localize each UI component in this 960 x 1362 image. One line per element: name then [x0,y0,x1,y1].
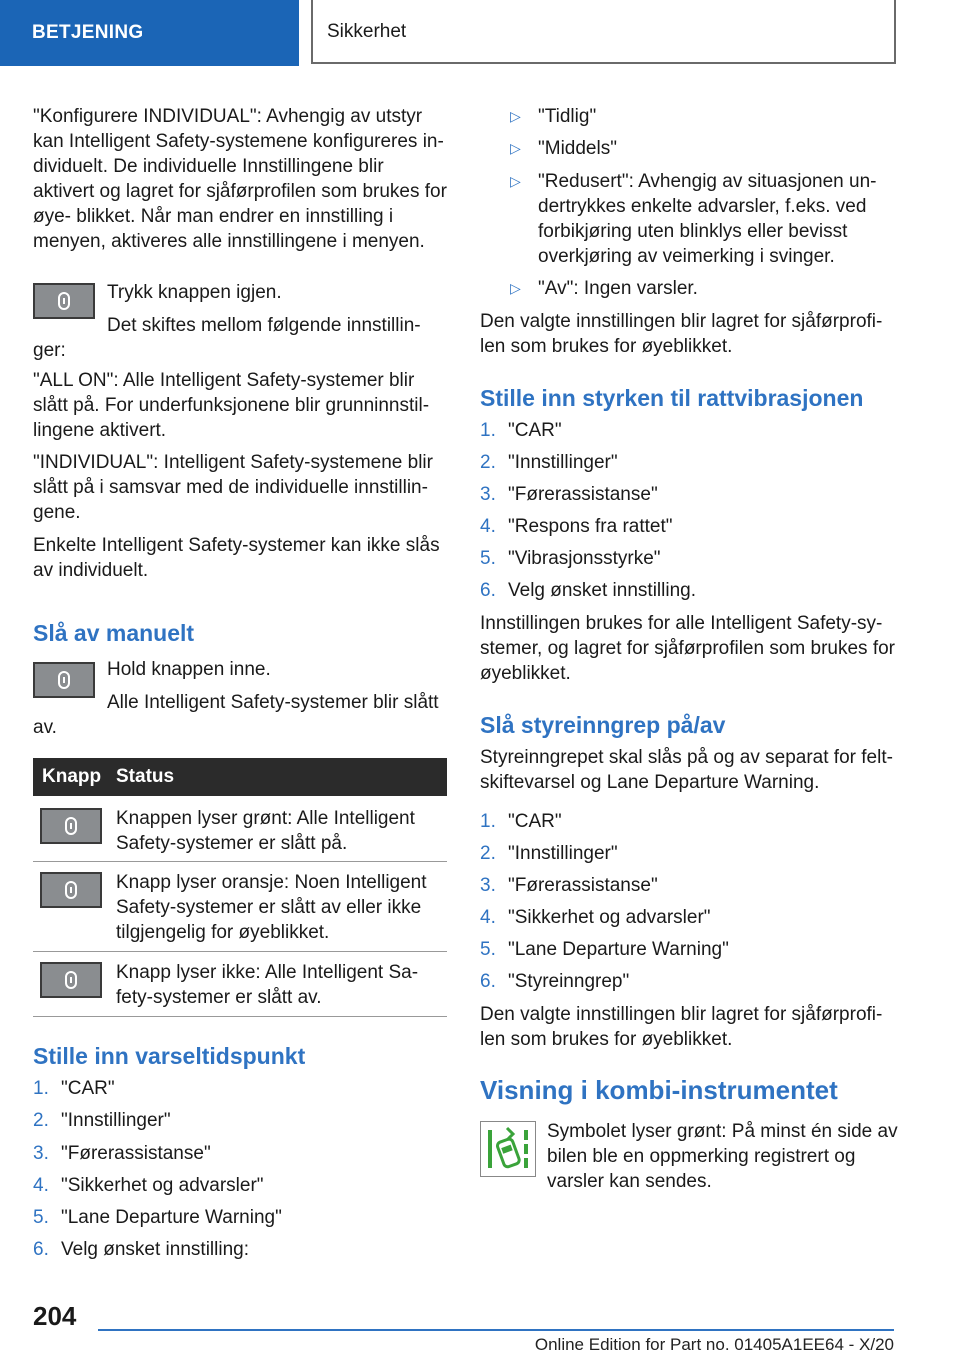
step-number: 3. [480,875,496,896]
step-number: 4. [480,907,496,928]
step-text: "Respons fra rattet" [508,516,673,537]
col-status: Status [116,766,175,787]
kombi-text: Symbolet lyser grønt: På minst én side av bilen ble en oppmerking registrert og varsler kan sendes. [547,1121,898,1192]
heading-styreinngrep: Slå styreinngrep på/av [480,712,726,738]
all-off-text-line: Alle Intelligent Safety-systemer blir slått [107,692,439,713]
styre-intro: Styreinngrepet skal slås på og av separat for felt- skiftevarsel og Lane Departure Warning. [480,747,893,793]
step-number: 6. [480,971,496,992]
all-on-paragraph: "ALL ON": Alle Intelligent Safety-systemer blir slått på. For underfunksjonene blir grunninnstil- lingene aktivert. [33,370,430,441]
individual-paragraph: "INDIVIDUAL": Intelligent Safety-systemene blir slått på i samsvar med de individuelle innstillin- gene. [33,452,433,523]
ratt-note: Innstillingen brukes for alle Intelligent Safety-sy- stemer, og lagret for sjåførprofilen som brukes for øyeblikket. [480,613,895,684]
button-orange-image [40,872,102,908]
page-header [0,0,960,66]
all-off-text-end: av. [33,717,57,738]
step-text: "CAR" [61,1078,115,1099]
col-knapp: Knapp [42,766,102,787]
section-tab: BETJENING [0,0,299,66]
step-text: "CAR" [508,811,562,832]
saved-note: Den valgte innstillingen blir lagret for sjåførprofi- len som brukes for øyeblikket. [480,311,883,357]
footer-divider [98,1329,894,1331]
step-text: "Styreinngrep" [508,971,630,992]
enkelte-paragraph: Enkelte Intelligent Safety-systemer kan ikke slås av individuelt. [33,535,440,581]
safety-button-icon [65,971,77,989]
intro-paragraph: "Konfigurere INDIVIDUAL": Avhengig av utstyr kan Intelligent Safety-systemene konfigureres in- dividuelt. De individuelle Innstillingene blir aktivert og lagret for sjåførprofilen som brukes for øye- blikket. Når man endrer en innstilling i menyen, aktiveres alle innstillingene i menyen. [33,106,447,252]
step-number: 2. [480,452,496,473]
step-text: "Førerassistanse" [508,875,658,896]
safety-button-image [33,662,95,698]
step-text: Velg ønsket innstilling. [508,580,696,601]
bullet-text: "Middels" [538,138,617,159]
step-text: "Sikkerhet og advarsler" [61,1175,264,1196]
table-cell-status: Knapp lyser ikke: Alle Intelligent Sa- fety-systemer er slått av. [116,962,419,1008]
table-row [33,952,447,1017]
safety-button-icon [65,881,77,899]
step-number: 3. [33,1143,49,1164]
bullet-text: "Av": Ingen varsler. [538,278,698,299]
step-number: 1. [33,1078,49,1099]
step-number: 4. [480,516,496,537]
step-text: Velg ønsket innstilling: [61,1239,249,1260]
bullet-text: "Redusert": Avhengig av situasjonen un- dertrykkes enkelte advarsler, f.eks. ved forbikjøring uten blinklys eller bevisst overkjøring av veimerking i svinger. [538,171,877,267]
step-text: "Innstillinger" [508,452,618,473]
heading-rattvibrasjon: Stille inn styrken til rattvibrasjonen [480,385,864,411]
step-number: 3. [480,484,496,505]
table-cell-status: Knapp lyser oransje: Noen Intelligent Safety-systemer er slått av eller ikke tilgjengelig for øyeblikket. [116,872,427,943]
table-row [33,796,447,862]
step-number: 6. [33,1239,49,1260]
footer-edition: Online Edition for Part no. 01405A1EE64 - X/20 [534,1335,894,1354]
step-number: 4. [33,1175,49,1196]
lane-car-icon [481,1122,535,1176]
table-cell-status: Knappen lyser grønt: Alle Intelligent Safety-systemer er slått på. [116,808,415,854]
safety-button-icon [58,292,70,310]
triangle-bullet-icon: ▷ [510,140,521,156]
step-number: 6. [480,580,496,601]
toggle-text-end: ger: [33,340,66,361]
heading-sla-av-manuelt: Slå av manuelt [33,620,195,646]
table-row [33,862,447,952]
step-text: "Lane Departure Warning" [508,939,729,960]
step-number: 1. [480,811,496,832]
toggle-text-line: Det skiftes mellom følgende innstillin- [107,315,421,336]
safety-button-icon [58,671,70,689]
lane-assist-green-icon [480,1121,536,1177]
step-text: "Lane Departure Warning" [61,1207,282,1228]
triangle-bullet-icon: ▷ [510,173,521,189]
saved-note-2: Den valgte innstillingen blir lagret for sjåførprofi- len som brukes for øyeblikket. [480,1004,883,1050]
step-number: 5. [33,1207,49,1228]
page-number: 204 [33,1301,77,1331]
step-number: 1. [480,420,496,441]
step-text: "Førerassistanse" [61,1143,211,1164]
step-number: 5. [480,939,496,960]
hold-button-text: Hold knappen inne. [107,659,271,680]
step-number: 2. [33,1110,49,1131]
heading-kombi-instrument: Visning i kombi-instrumentet [480,1075,838,1105]
button-green-image [40,808,102,844]
safety-button-image [33,283,95,319]
step-text: "Vibrasjonsstyrke" [508,548,661,569]
heading-varseltidspunkt: Stille inn varseltidspunkt [33,1043,306,1069]
press-again-text: Trykk knappen igjen. [107,282,282,303]
status-table-header [33,758,447,796]
step-number: 5. [480,548,496,569]
step-text: "Innstillinger" [61,1110,171,1131]
safety-button-icon [65,817,77,835]
step-text: "Sikkerhet og advarsler" [508,907,711,928]
bullet-text: "Tidlig" [538,106,597,127]
step-text: "Førerassistanse" [508,484,658,505]
button-off-image [40,962,102,998]
triangle-bullet-icon: ▷ [510,280,521,296]
chapter-tab: Sikkerhet [311,0,896,64]
step-text: "Innstillinger" [508,843,618,864]
step-text: "CAR" [508,420,562,441]
step-number: 2. [480,843,496,864]
triangle-bullet-icon: ▷ [510,108,521,124]
